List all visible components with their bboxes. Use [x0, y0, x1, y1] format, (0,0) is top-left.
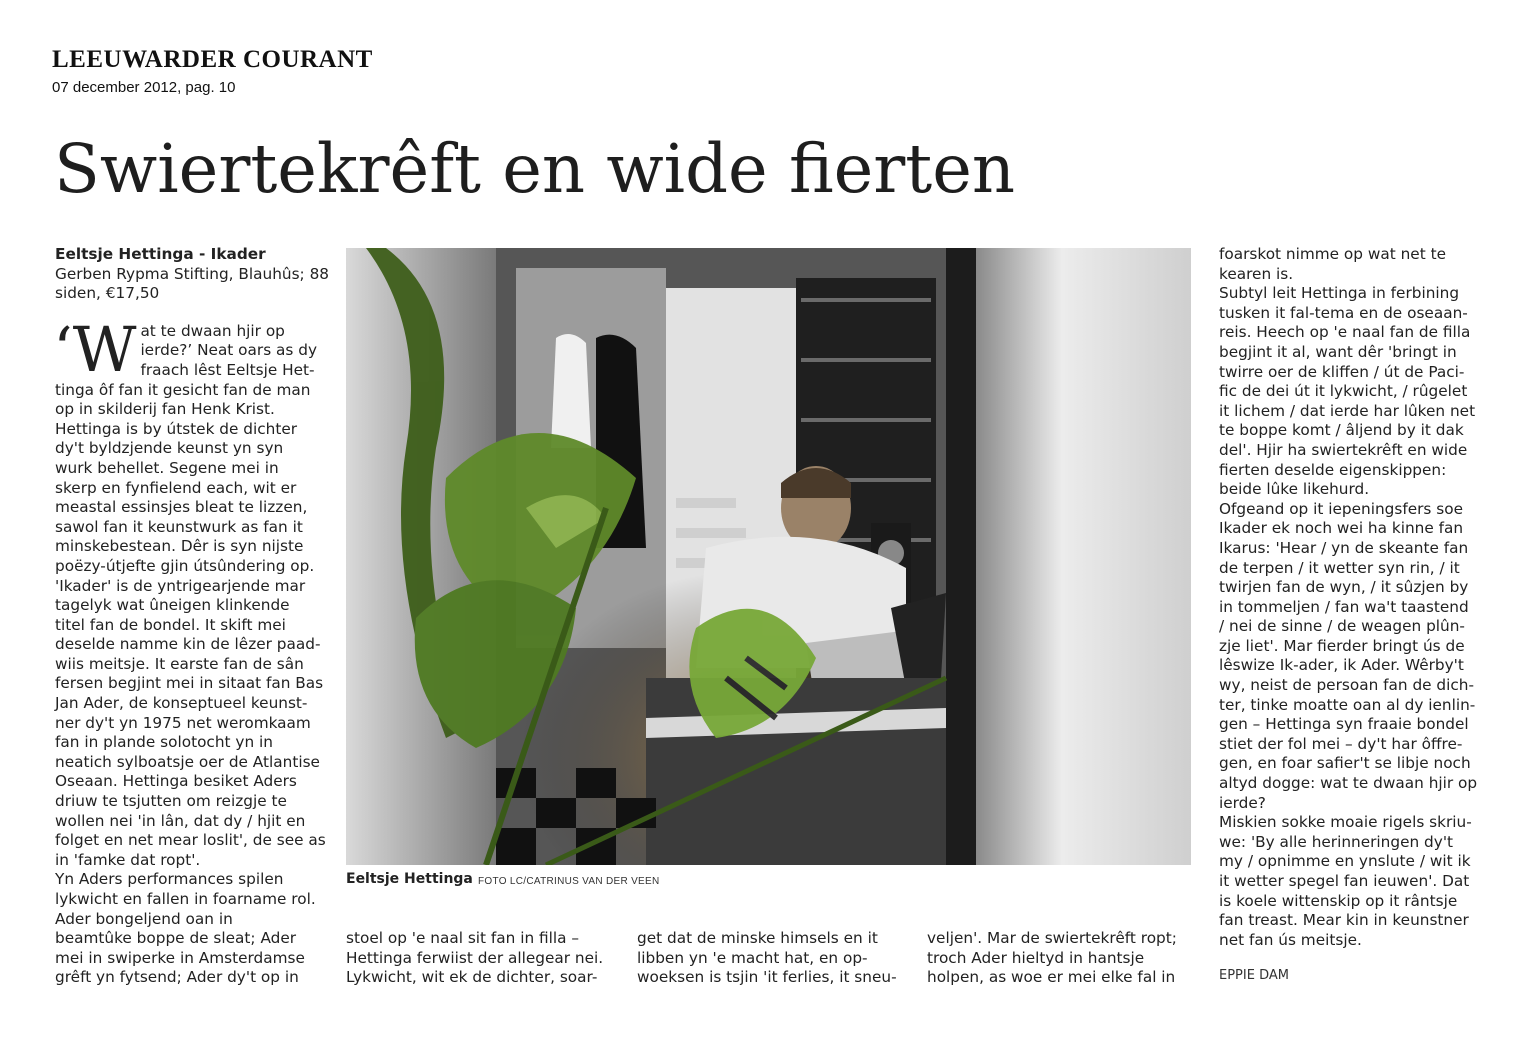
- text-line: Subtyl leit Hettinga in ferbining: [1219, 284, 1460, 303]
- text-line: Ader bongeljend oan in: [55, 909, 233, 928]
- text-line: net fan ús meitsje.: [1219, 930, 1362, 949]
- text-line: fan treast. Mear kin in keunstner: [1219, 911, 1469, 930]
- text-line: tusken it fal-tema en de oseaan-: [1219, 303, 1468, 322]
- text-line: my / opnimme en ynslute / wit ik: [1219, 852, 1471, 871]
- text-line: Hettinga ferwiist der allegear nei.: [346, 948, 604, 967]
- text-line: Hettinga is by útstek de dichter: [55, 419, 298, 438]
- drop-cap: ‘W: [53, 312, 137, 386]
- text-line: fraach lêst Eeltsje Het-: [140, 360, 315, 379]
- text-line: Miskien sokke moaie rigels skriu-: [1219, 813, 1472, 832]
- article-column-1: [55, 245, 330, 988]
- text-line: Yn Aders performances spilen: [55, 870, 284, 889]
- text-line: ierde?’ Neat oars as dy: [140, 341, 317, 360]
- article-column-2: [346, 929, 621, 988]
- text-line: lykwicht en fallen in foarname rol.: [55, 890, 316, 908]
- text-line: de terpen / it wetter syn rin, / it: [1219, 558, 1460, 577]
- photo-illustration: [346, 248, 1191, 865]
- text-line: fersen begjint mei in sitaat fan Bas: [55, 674, 324, 693]
- text-line: zje liet'. Mar fierder bringt ús de: [1219, 636, 1465, 655]
- article-column-3: [637, 929, 912, 988]
- text-line: altyd dogge: wat te dwaan hjir op: [1219, 774, 1478, 793]
- text-line: Ikader ek noch wei ha kinne fan: [1219, 519, 1464, 538]
- text-line: te boppe komt / âljend by it dak: [1219, 421, 1464, 440]
- text-line: twirre oer de kliffen / út de Paci-: [1219, 362, 1465, 381]
- text-line: 'Ikader' is de yntrigearjende mar: [55, 576, 306, 595]
- article-headline: Swiertekrêft en wide fierten: [54, 130, 1016, 208]
- text-line: at te dwaan hjir op: [140, 321, 285, 340]
- text-line: deselde namme kin de lêzer paad-: [55, 635, 321, 654]
- text-line: holpen, as woe er mei elke fal in: [927, 968, 1176, 987]
- article-body-col1: [53, 312, 330, 988]
- text-line: begjint it al, want dêr 'bringt in: [1219, 342, 1457, 361]
- text-line: we: 'By alle herinneringen dy't: [1219, 832, 1454, 851]
- text-line: twirjen fan de wyn, / it sûzjen by: [1219, 578, 1469, 597]
- text-line: foarskot nimme op wat net te: [1219, 245, 1446, 263]
- text-line: stiet der fol mei – dy't har ôffre-: [1219, 734, 1463, 753]
- text-line: Ofgeand op it iepeningsfers soe: [1219, 499, 1463, 518]
- text-line: wiis meitsje. It earste fan de sân: [55, 654, 304, 673]
- text-line: fierten deselde eigenskippen:: [1219, 460, 1447, 479]
- text-line: reis. Heech op 'e naal fan de filla: [1219, 323, 1471, 342]
- book-publisher: Gerben Rypma Stifting, Blauhûs; 88: [55, 264, 330, 283]
- book-price: siden, €17,50: [55, 284, 160, 303]
- text-line: gen, en foar safier't se libje noch: [1219, 754, 1471, 773]
- text-line: beide lûke likehurd.: [1219, 480, 1370, 499]
- text-line: minskebestean. Dêr is syn nijste: [55, 537, 304, 556]
- text-line: stoel op 'e naal sit fan in filla –: [346, 929, 580, 947]
- text-line: Jan Ader, de konseptueel keunst-: [55, 694, 308, 713]
- text-line: sawol fan it keunstwurk as fan it: [55, 517, 303, 536]
- text-line: gen – Hettinga syn fraaie bondel: [1219, 715, 1469, 734]
- text-line: dy't byldzjende keunst yn syn: [55, 439, 284, 458]
- text-line: in 'famke dat ropt'.: [55, 850, 201, 869]
- author-byline: EPPIE DAM: [1219, 968, 1289, 983]
- text-line: tinga ôf fan it gesicht fan de man: [55, 380, 311, 399]
- text-line: skerp en fynfielend each, wit er: [55, 478, 297, 497]
- text-line: is koele wittenskip op it rântsje: [1219, 891, 1458, 910]
- text-line: libben yn 'e macht hat, en op-: [637, 948, 868, 967]
- text-line: veljen'. Mar de swiertekrêft ropt;: [927, 929, 1177, 947]
- text-line: Oseaan. Hettinga besiket Aders: [55, 772, 297, 791]
- text-line: folget en net mear loslit', de see as: [55, 831, 326, 850]
- text-line: neatich sylboatsje oer de Atlantise: [55, 752, 320, 771]
- text-line: kearen is.: [1219, 264, 1294, 283]
- text-line: Lykwicht, wit ek de dichter, soar-: [346, 968, 598, 987]
- text-line: meastal essinsjes bleat te lizzen,: [55, 498, 308, 517]
- text-line: it lichem / dat ierde har lûken net: [1219, 401, 1476, 420]
- text-line: titel fan de bondel. It skift mei: [55, 615, 286, 634]
- text-line: op in skilderij fan Henk Krist.: [55, 400, 275, 419]
- book-title-author: Eeltsje Hettinga - Ikader: [55, 245, 266, 263]
- text-line: ner dy't yn 1975 net weromkaam: [55, 713, 311, 732]
- text-line: driuw te tsjutten om reizgje te: [55, 792, 287, 811]
- text-line: grêft yn fytsend; Ader dy't op in: [55, 968, 299, 987]
- text-line: lêswize Ik-ader, ik Ader. Wêrby't: [1219, 656, 1464, 675]
- text-line: woeksen is tsjin 'it ferlies, it sneu-: [637, 968, 897, 987]
- text-line: wollen nei 'in lân, dat dy / hjit en: [55, 811, 306, 830]
- text-line: ierde?: [1219, 793, 1266, 812]
- article-photo: [346, 248, 1191, 865]
- text-line: / nei de sinne / de weagen plûn-: [1219, 617, 1465, 636]
- text-line: fic de dei út it lykwicht, / rûgelet: [1219, 382, 1468, 401]
- text-line: beamtûke boppe de sleat; Ader: [55, 929, 297, 948]
- text-line: fan in plande solotocht yn in: [55, 733, 273, 752]
- article-column-5: [1219, 245, 1494, 950]
- text-line: it wetter spegel fan ieuwen'. Dat: [1219, 872, 1470, 890]
- newspaper-masthead: LEEUWARDER COURANT: [52, 46, 373, 73]
- article-column-4: [927, 929, 1202, 988]
- text-line: get dat de minske himsels en it: [637, 929, 878, 947]
- text-line: poëzy-útjefte gjin útsûndering op.: [55, 556, 315, 575]
- photo-caption: Eeltsje Hettinga: [346, 871, 473, 887]
- text-line: ter, tinke moatte oan al dy ienlin-: [1219, 695, 1476, 714]
- text-line: in tommeljen / fan wa't taastend: [1219, 597, 1469, 616]
- text-line: tagelyk wat ûneigen klinkende: [55, 596, 290, 615]
- publication-date: 07 december 2012, pag. 10: [52, 79, 236, 96]
- text-line: Ikarus: 'Hear / yn de skeante fan: [1219, 538, 1469, 557]
- text-line: del'. Hjir ha swiertekrêft en wide: [1219, 440, 1468, 459]
- photo-credit: FOTO LC/CATRINUS VAN DER VEEN: [478, 876, 660, 887]
- text-line: wurk behellet. Segene mei in: [55, 458, 279, 477]
- text-line: mei in swiperke in Amsterdamse: [55, 948, 305, 967]
- text-line: wy, neist de persoan fan de dich-: [1219, 676, 1475, 695]
- text-line: troch Ader hieltyd in hantsje: [927, 948, 1145, 967]
